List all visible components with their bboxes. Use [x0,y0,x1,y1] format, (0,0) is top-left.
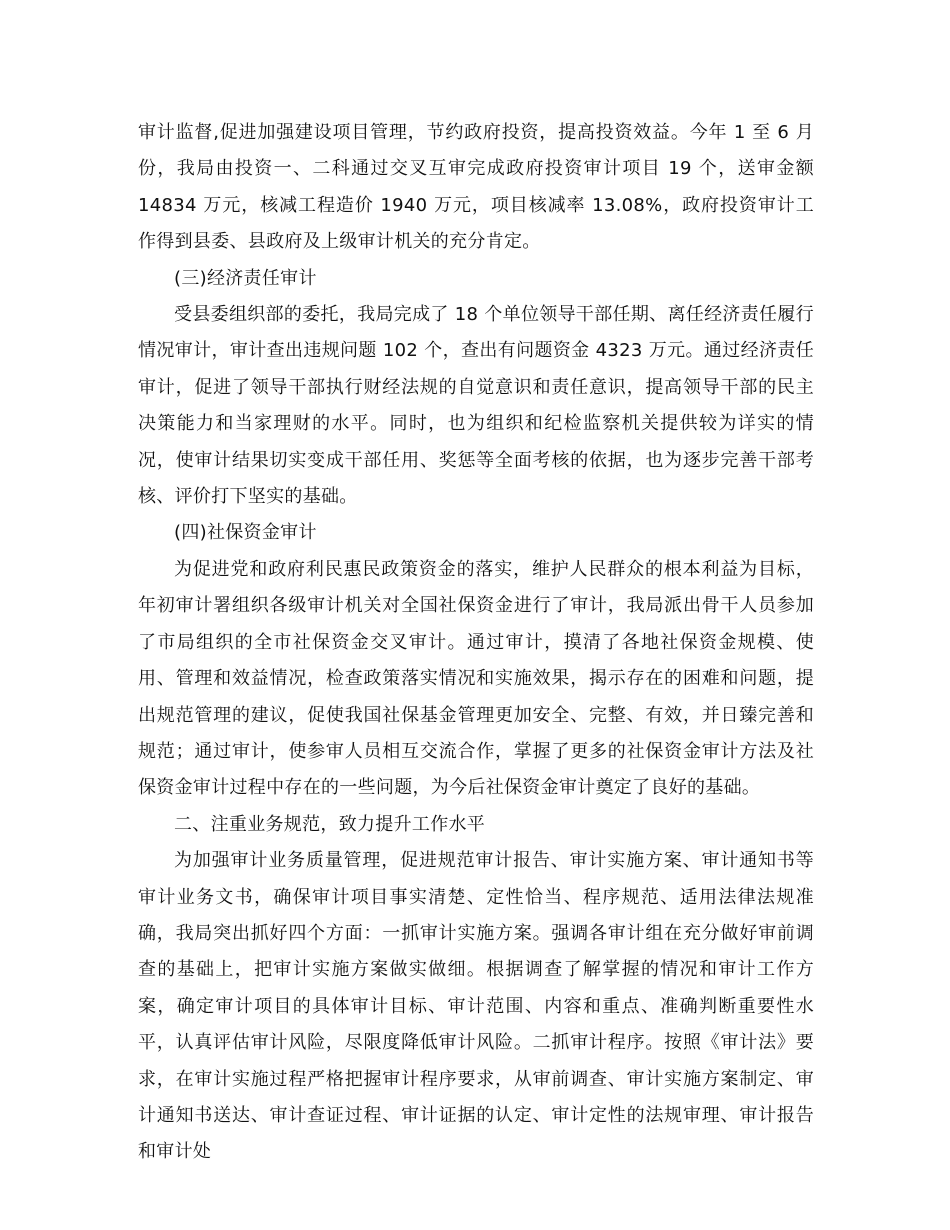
paragraph-business-standards: 为加强审计业务质量管理，促进规范审计报告、审计实施方案、审计通知书等审计业务文书，确保审计项目事实清楚、定性恰当、程序规范、适用法律法规准确，我局突出抓好四个方面：一抓审计实施方案。强调各审计组在充分做好审前调查的基础上，把审计实施方案做实做细。根据调查了解掌握的情况和审计工作方案，确定审计项目的具体审计目标、审计范围、内容和重点、准确判断重要性水平，认真评估审计风险，尽限度降低审计风险。二抓审计程序。按照《审计法》要求，在审计实施过程严格把握审计程序要求，从审前调查、审计实施方案制定、审计通知书送达、审计查证过程、审计证据的认定、审计定性的法规审理、审计报告和审计处 [138,850,814,1163]
heading-economic-responsibility-audit: (三)经济责任审计 [174,267,317,289]
paragraph-economic-responsibility-audit: 受县委组织部的委托，我局完成了 18 个单位领导干部任期、离任经济责任履行情况审计，审计查出违规问题 102 个，查出有问题资金 4323 万元。通过经济责任审计，促进了领导干部执行财经法规的自觉意识和责任意识，提高领导干部的民主决策能力和当家理财的水平。同时，也为组织和纪检监察机关提供较为详实的情况，使审计结果切实变成干部任用、奖惩等全面考核的依据，也为逐步完善干部考核、评价打下坚实的基础。 [138,304,814,508]
document-body [138,115,814,1171]
paragraph-investment-audit: 审计监督,促进加强建设项目管理，节约政府投资，提高投资效益。今年 1 至 6 月份，我局由投资一、二科通过交叉互审完成政府投资审计项目 19 个，送审金额 14834 万元，核减工程造价 1940 万元，项目核减率 13.08%，政府投资审计工作得到县委、县政府及上级审计机关的充分肯定。 [138,122,814,253]
heading-social-security-fund-audit: (四)社保资金审计 [174,522,317,544]
paragraph-social-security-fund-audit: 为促进党和政府利民惠民政策资金的落实，维护人民群众的根本利益为目标，年初审计署组织各级审计机关对全国社保资金进行了审计，我局派出骨干人员参加了市局组织的全市社保资金交叉审计。通过审计，摸清了各地社保资金规模、使用、管理和效益情况，检查政策落实情况和实施效果，揭示存在的困难和问题，提出规范管理的建议，促使我国社保基金管理更加安全、完整、有效，并日臻完善和规范；通过审计，使参审人员相互交流合作，掌握了更多的社保资金审计方法及社保资金审计过程中存在的一些问题，为今后社保资金审计奠定了良好的基础。 [138,558,814,799]
heading-business-standards: 二、注重业务规范，致力提升工作水平 [174,813,486,835]
